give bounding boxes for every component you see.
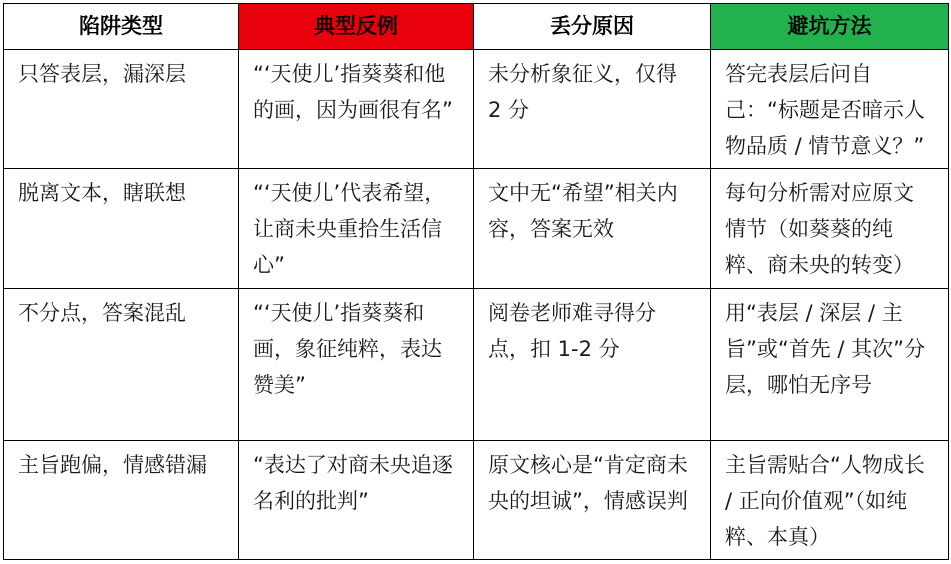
cell-reason: 原文核心是“肯定商未央的坦诚”，情感误判 — [474, 441, 711, 560]
cell-fix: 主旨需贴合“人物成长 / 正向价值观”（如纯粹、本真） — [711, 441, 949, 560]
cell-fix: 答完表层后问自己：“标题是否暗示人物品质 / 情节意义？” — [711, 50, 949, 169]
trap-table — [3, 3, 949, 560]
cell-reason: 阅卷老师难寻得分点，扣 1-2 分 — [474, 289, 711, 441]
cell-example: “‘天使儿’代表希望，让商未央重拾生活信心” — [239, 169, 474, 289]
cell-example: “‘天使儿’指葵葵和画，象征纯粹，表达赞美” — [239, 289, 474, 441]
cell-example: “‘天使儿’指葵葵和他的画，因为画很有名” — [239, 50, 474, 169]
header-reason: 丢分原因 — [474, 4, 711, 50]
cell-trap-type: 只答表层，漏深层 — [4, 50, 239, 169]
table-header-row — [4, 4, 949, 50]
header-fix: 避坑方法 — [711, 4, 949, 50]
cell-reason: 未分析象征义，仅得 2 分 — [474, 50, 711, 169]
cell-trap-type: 脱离文本，瞎联想 — [4, 169, 239, 289]
cell-trap-type: 主旨跑偏，情感错漏 — [4, 441, 239, 560]
cell-trap-type: 不分点，答案混乱 — [4, 289, 239, 441]
table-row — [4, 441, 949, 560]
cell-reason: 文中无“希望”相关内容，答案无效 — [474, 169, 711, 289]
table-row — [4, 169, 949, 289]
table-row — [4, 50, 949, 169]
table-row — [4, 289, 949, 441]
header-example: 典型反例 — [239, 4, 474, 50]
cell-fix: 每句分析需对应原文情节（如葵葵的纯粹、商未央的转变） — [711, 169, 949, 289]
cell-example: “表达了对商未央追逐名利的批判” — [239, 441, 474, 560]
header-trap-type: 陷阱类型 — [4, 4, 239, 50]
cell-fix: 用“表层 / 深层 / 主旨”或“首先 / 其次”分层，哪怕无序号 — [711, 289, 949, 441]
